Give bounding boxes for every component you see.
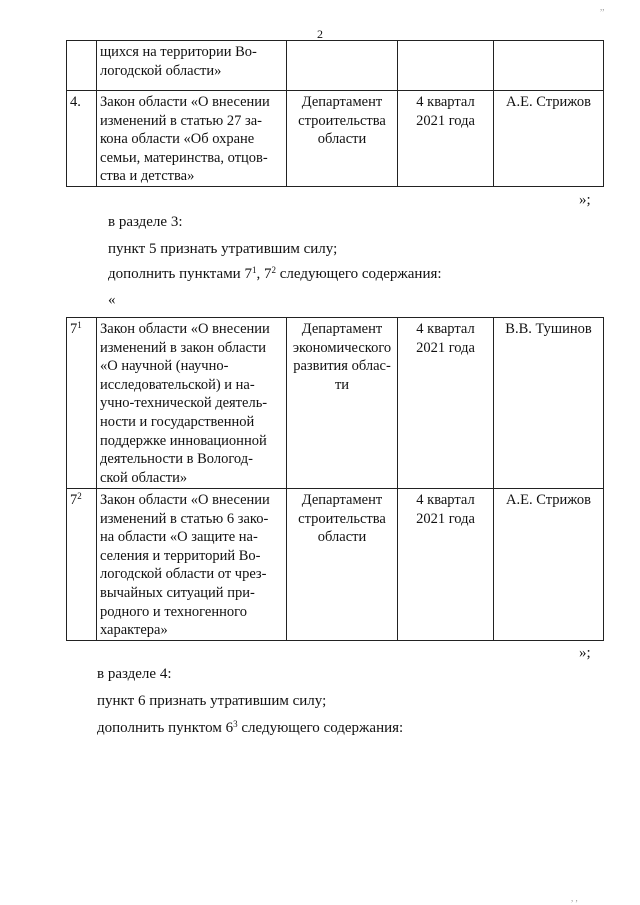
responsible-person: В.В. Тушинов: [494, 318, 604, 489]
addition-line: дополнить пунктом $6^3$ следующего содержания:: [97, 719, 404, 736]
executor-department-line: области: [317, 131, 367, 148]
law-title-line: изменений в статью 27 за-: [100, 112, 262, 129]
law-title-line: Закон области «О внесении: [100, 492, 270, 508]
law-title-line: на области «О защите на-: [100, 529, 258, 546]
responsible-person: [494, 41, 604, 91]
executor-department-line: Департамент: [301, 492, 383, 508]
executor-department-line: экономического: [292, 339, 392, 356]
responsible-person: А.Е. Стрижов: [494, 91, 604, 187]
executor-department-line: Департамент: [301, 94, 383, 110]
deadline-line: 4 квартал: [416, 321, 475, 337]
law-title-line: кона области «Об охране: [100, 131, 255, 148]
section-heading: в разделе 3:: [108, 214, 183, 230]
closing-quote: »;: [579, 645, 591, 661]
executor-department: [287, 91, 398, 187]
law-title-line: родного и техногенного: [100, 603, 247, 620]
law-title-line: учно-технической деятель-: [100, 395, 268, 412]
law-title-line: вычайных ситуаций при-: [100, 584, 255, 601]
row-number: [67, 41, 97, 91]
deadline: [398, 318, 494, 489]
law-title-line: характера»: [100, 622, 168, 639]
deadline: [398, 91, 494, 187]
law-title-line: Закон области «О внесении: [100, 321, 270, 337]
law-title-line: семьи, материнства, отцов-: [100, 149, 268, 166]
executor-department: [287, 41, 398, 91]
law-title-line: логодской области от чрез-: [100, 566, 267, 583]
law-title-line: логодской области»: [100, 62, 222, 79]
opening-quote: «: [108, 292, 116, 308]
executor-department-line: строительства: [298, 112, 386, 129]
law-title-line: исследовательской) и на-: [100, 376, 255, 393]
law-title-line: ности и государственной: [100, 413, 255, 430]
law-title-line: деятельности в Вологод-: [100, 451, 253, 468]
table-row: [67, 41, 604, 91]
deadline: [398, 489, 494, 641]
scan-mark: , ,: [571, 893, 578, 903]
executor-department-line: ти: [334, 376, 350, 393]
table-row: [67, 91, 604, 187]
table-row: [67, 318, 604, 489]
law-title-line: щихся на территории Во-: [100, 44, 257, 60]
executor-department: [287, 489, 398, 641]
responsible-person: А.Е. Стрижов: [494, 489, 604, 641]
addition-line: дополнить пунктами $7^1$, $7^2$ следующего содержания:: [108, 265, 442, 282]
law-title: [97, 91, 287, 187]
repeal-line: пункт 6 признать утратившим силу;: [97, 693, 327, 709]
law-title-line: Закон области «О внесении: [100, 94, 270, 110]
deadline: [398, 41, 494, 91]
law-title-line: селения и территорий Во-: [100, 547, 261, 564]
table-row: [67, 489, 604, 641]
executor-department: [287, 318, 398, 489]
deadline-line: 2021 года: [416, 510, 475, 527]
plan-table-continued: [66, 40, 604, 187]
law-title-line: ской области»: [100, 469, 188, 486]
law-title-line: ства и детства»: [100, 168, 195, 185]
plan-table-new-rows: [66, 317, 604, 641]
executor-department-line: строительства: [298, 510, 386, 527]
section-heading: в разделе 4:: [97, 666, 172, 682]
law-title: [97, 41, 287, 91]
row-number: 4.: [67, 91, 97, 187]
row-number: $7^1$: [67, 318, 97, 489]
executor-department-line: Департамент: [301, 321, 383, 337]
law-title-line: изменений в статью 6 зако-: [100, 510, 269, 527]
executor-department-line: развития облас-: [293, 358, 391, 375]
closing-quote: »;: [579, 192, 591, 208]
deadline-line: 4 квартал: [416, 94, 475, 110]
page-number: 2: [317, 27, 323, 41]
deadline-line: 2021 года: [416, 339, 475, 356]
law-title: [97, 318, 287, 489]
deadline-line: 4 квартал: [416, 492, 475, 508]
repeal-line: пункт 5 признать утратившим силу;: [108, 241, 338, 257]
law-title-line: «О научной (научно-: [100, 358, 229, 375]
law-title: [97, 489, 287, 641]
scan-mark: ,,: [600, 2, 605, 12]
row-number: $7^2$: [67, 489, 97, 641]
deadline-line: 2021 года: [416, 112, 475, 129]
executor-department-line: области: [317, 529, 367, 546]
law-title-line: поддержке инновационной: [100, 432, 267, 449]
law-title-line: изменений в закон области: [100, 339, 267, 356]
